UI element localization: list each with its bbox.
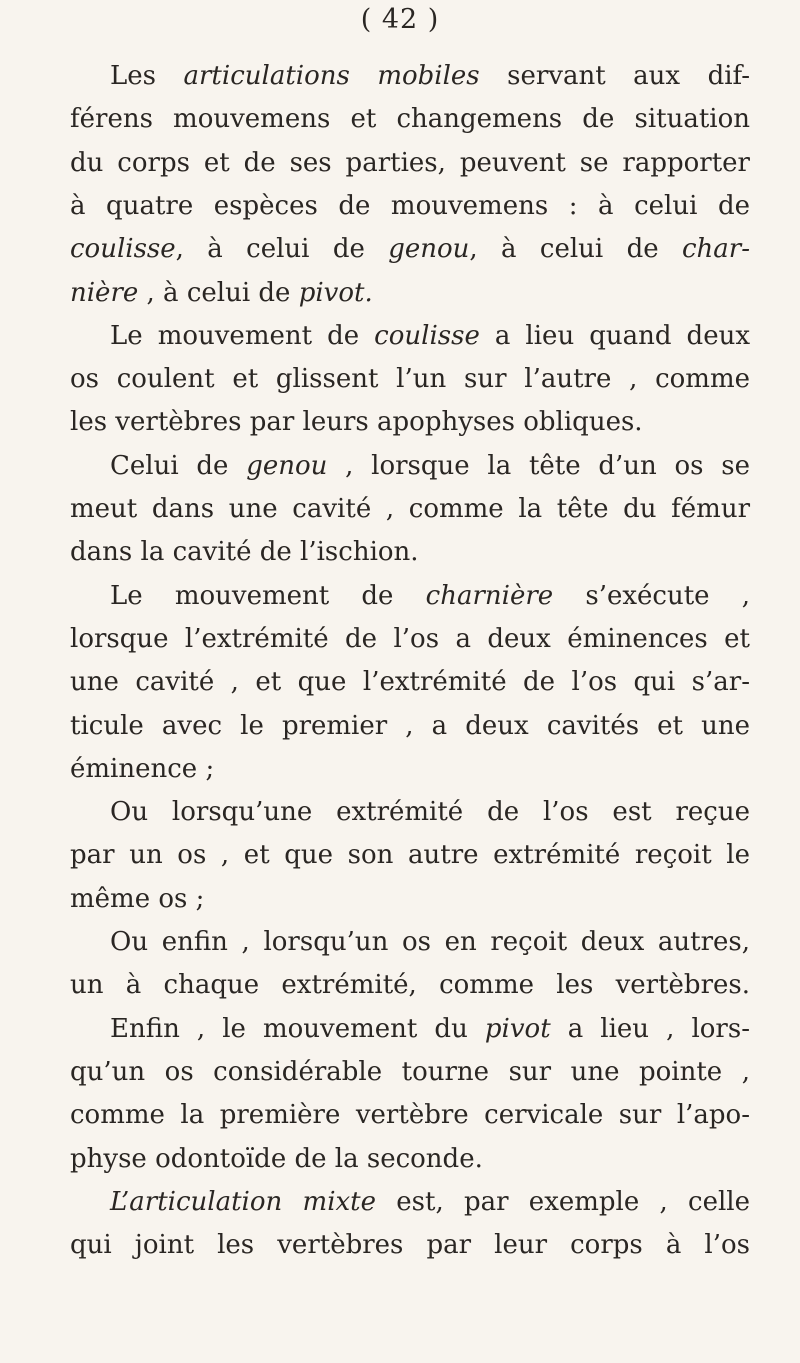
- text-line: [70, 488, 750, 530]
- italic-term: pivot: [484, 1013, 551, 1044]
- text-line: [70, 1181, 750, 1223]
- italic-term: genou: [246, 450, 328, 481]
- text-line: [70, 185, 750, 227]
- text-line: [70, 142, 750, 184]
- text-run: une cavité , et que l’extrémité de l’os qui s’ar-: [70, 667, 750, 698]
- text-run: s’exécute ,: [553, 580, 751, 611]
- text-run: lorsque l’extrémité de l’os a deux éminences et: [70, 623, 750, 654]
- text-run: Les: [110, 61, 184, 91]
- text-line: [70, 748, 214, 790]
- text-line: [70, 228, 750, 270]
- text-run: comme la première vertèbre cervicale sur l’apo-: [70, 1100, 750, 1131]
- text-line: [70, 1008, 750, 1050]
- italic-term: L’: [110, 1186, 130, 1217]
- text-line: [70, 445, 750, 487]
- text-line: [70, 1094, 750, 1136]
- italic-term: genou: [388, 234, 470, 265]
- text-run: qui joint les vertèbres par leur corps à l’os: [70, 1230, 750, 1261]
- text-run: férens mouvemens et changemens de situation: [70, 104, 750, 135]
- text-line: [70, 1051, 750, 1093]
- text-line: [70, 315, 750, 357]
- text-line: [70, 661, 750, 703]
- text-run: Le mouvement de: [110, 580, 426, 611]
- text-run: les vertèbres par leurs apophyses obliques.: [70, 407, 643, 438]
- text-line: [70, 531, 419, 573]
- text-line: [70, 705, 750, 747]
- page-number: ( 42 ): [360, 4, 440, 35]
- text-run: est, par exemple , celle: [376, 1186, 750, 1217]
- text-run: , à celui de: [175, 234, 389, 265]
- text-run: ticule avec le premier , a deux cavités et une: [70, 710, 750, 741]
- text-run: a lieu , lors-: [550, 1013, 750, 1044]
- italic-term: char-: [681, 234, 750, 265]
- text-line: [70, 964, 750, 1006]
- italic-term: articulations mobiles: [183, 61, 480, 91]
- text-line: [70, 618, 750, 660]
- italic-term: articulation mixte: [129, 1186, 377, 1217]
- text-run: physe odontoïde de la seconde.: [70, 1143, 483, 1174]
- text-run: qu’un os considérable tourne sur une pointe ,: [70, 1056, 750, 1087]
- text-run: , à celui de: [138, 277, 299, 308]
- text-run: un à chaque extrémité, comme les vertèbres.: [70, 970, 750, 1001]
- text-run: a lieu quand deux: [479, 320, 750, 351]
- text-line: [70, 401, 643, 443]
- text-run: dans la cavité de l’ischion.: [70, 537, 419, 568]
- text-run: , lorsque la tête d’un os se: [327, 450, 750, 481]
- text-run: , à celui de: [469, 234, 682, 265]
- text-line: [70, 358, 750, 400]
- text-line: [70, 834, 750, 876]
- text-run: Le mouvement de: [110, 320, 375, 351]
- italic-term: coulisse: [374, 320, 480, 351]
- text-run: même os ;: [70, 883, 205, 914]
- text-line: [70, 1138, 483, 1180]
- italic-term: charnière: [425, 580, 554, 611]
- text-line: [70, 791, 750, 833]
- text-run: du corps et de ses parties, peuvent se rapporter: [70, 147, 750, 178]
- italic-term: pivot.: [298, 277, 373, 308]
- italic-term: coulisse: [70, 234, 176, 265]
- text-run: Celui de: [110, 450, 247, 481]
- text-run: Enfin , le mouvement du: [110, 1013, 485, 1044]
- text-run: à quatre espèces de mouvemens : à celui de: [70, 190, 750, 221]
- text-line: [70, 575, 750, 617]
- text-line: [70, 98, 750, 140]
- text-run: os coulent et glissent l’un sur l’autre , comme: [70, 364, 750, 395]
- text-run: éminence ;: [70, 753, 215, 784]
- text-line: [70, 921, 750, 963]
- text-line: [70, 272, 373, 314]
- text-line: [70, 878, 204, 920]
- text-run: Ou lorsqu’une extrémité de l’os est reçue: [110, 797, 750, 828]
- text-run: par un os , et que son autre extrémité reçoit le: [70, 840, 750, 871]
- text-line: [70, 55, 750, 97]
- text-run: servant aux dif-: [479, 61, 751, 91]
- italic-term: nière: [70, 277, 139, 308]
- text-line: [70, 1224, 750, 1266]
- text-run: Ou enfin , lorsqu’un os en reçoit deux autres,: [110, 927, 750, 957]
- text-run: meut dans une cavité , comme la tête du fémur: [70, 494, 750, 524]
